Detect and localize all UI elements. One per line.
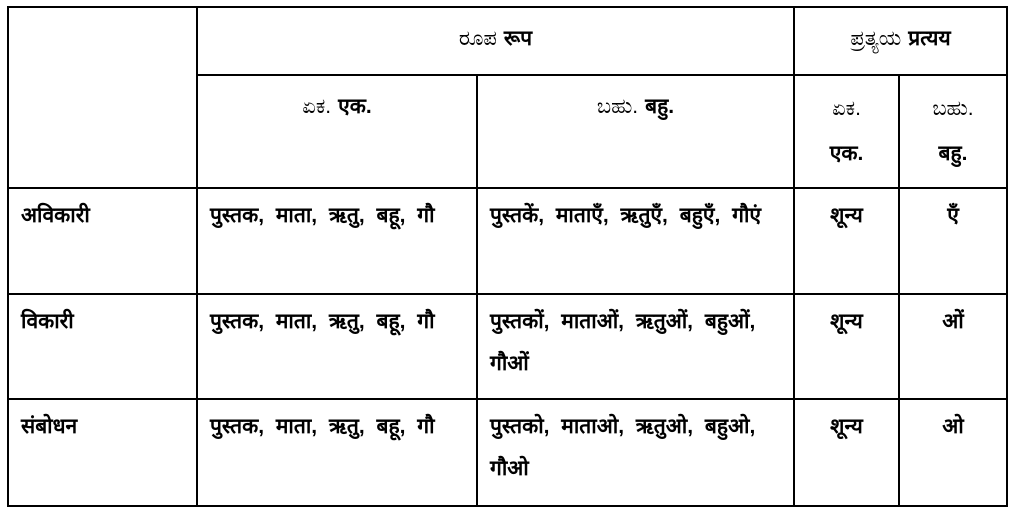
suffix-singular-cell: शून्य bbox=[794, 188, 899, 294]
suffix-singular-cell: शून्य bbox=[794, 399, 899, 506]
suffix-plural-cell: ओं bbox=[899, 294, 1007, 399]
header-pratyay-kannada: ಪ್ರತ್ಯಯ bbox=[850, 27, 902, 50]
header-suffix-plural-hindi: बहु. bbox=[938, 142, 968, 165]
plural-forms-cell: पुस्तकें, माताएँ, ऋतुएँ, बहुएँ, गौएं bbox=[477, 188, 794, 294]
header-suffix-plural-cell bbox=[899, 75, 1007, 188]
table-row-avikari bbox=[8, 188, 1007, 294]
row-label-cell: विकारी bbox=[8, 294, 197, 399]
singular-forms-cell: पुस्तक, माता, ऋतु, बहू, गौ bbox=[197, 399, 477, 506]
row-label-cell: अविकारी bbox=[8, 188, 197, 294]
suffix-singular-cell: शून्य bbox=[794, 294, 899, 399]
header-singular-kannada: ಏಕ. bbox=[302, 95, 332, 118]
table-row-sambodhan bbox=[8, 399, 1007, 506]
header-singular-forms-cell bbox=[197, 75, 477, 188]
header-roop-kannada: ರೂಪ bbox=[458, 27, 497, 50]
header-plural-kannada: ಬಹು. bbox=[596, 95, 639, 118]
corner-cell bbox=[8, 7, 197, 188]
singular-forms-cell: पुस्तक, माता, ऋतु, बहू, गौ bbox=[197, 294, 477, 399]
header-suffix-singular-hindi: एक. bbox=[829, 142, 864, 165]
row-label-cell: संबोधन bbox=[8, 399, 197, 506]
table-row-vikari bbox=[8, 294, 1007, 399]
header-roop-cell bbox=[197, 7, 794, 75]
header-suffix-singular-kannada: ಏಕ. bbox=[832, 97, 861, 120]
plural-forms-cell: पुस्तको, माताओ, ऋतुओ, बहुओ, गौओ bbox=[477, 399, 794, 506]
header-plural-hindi: बहु. bbox=[645, 95, 675, 118]
header-pratyay-cell bbox=[794, 7, 1007, 75]
plural-forms-cell: पुस्तकों, माताओं, ऋतुओं, बहुओं, गौओं bbox=[477, 294, 794, 399]
singular-forms-cell: पुस्तक, माता, ऋतु, बहू, गौ bbox=[197, 188, 477, 294]
header-suffix-plural-kannada: ಬಹು. bbox=[932, 97, 974, 120]
header-plural-forms-cell bbox=[477, 75, 794, 188]
header-singular-hindi: एक. bbox=[338, 95, 372, 118]
hindi-noun-forms-table bbox=[7, 6, 1008, 507]
header-suffix-singular-cell bbox=[794, 75, 899, 188]
suffix-plural-cell: एँ bbox=[899, 188, 1007, 294]
header-roop-hindi: रूप bbox=[503, 27, 533, 50]
suffix-plural-cell: ओ bbox=[899, 399, 1007, 506]
header-pratyay-hindi: प्रत्यय bbox=[908, 27, 951, 50]
